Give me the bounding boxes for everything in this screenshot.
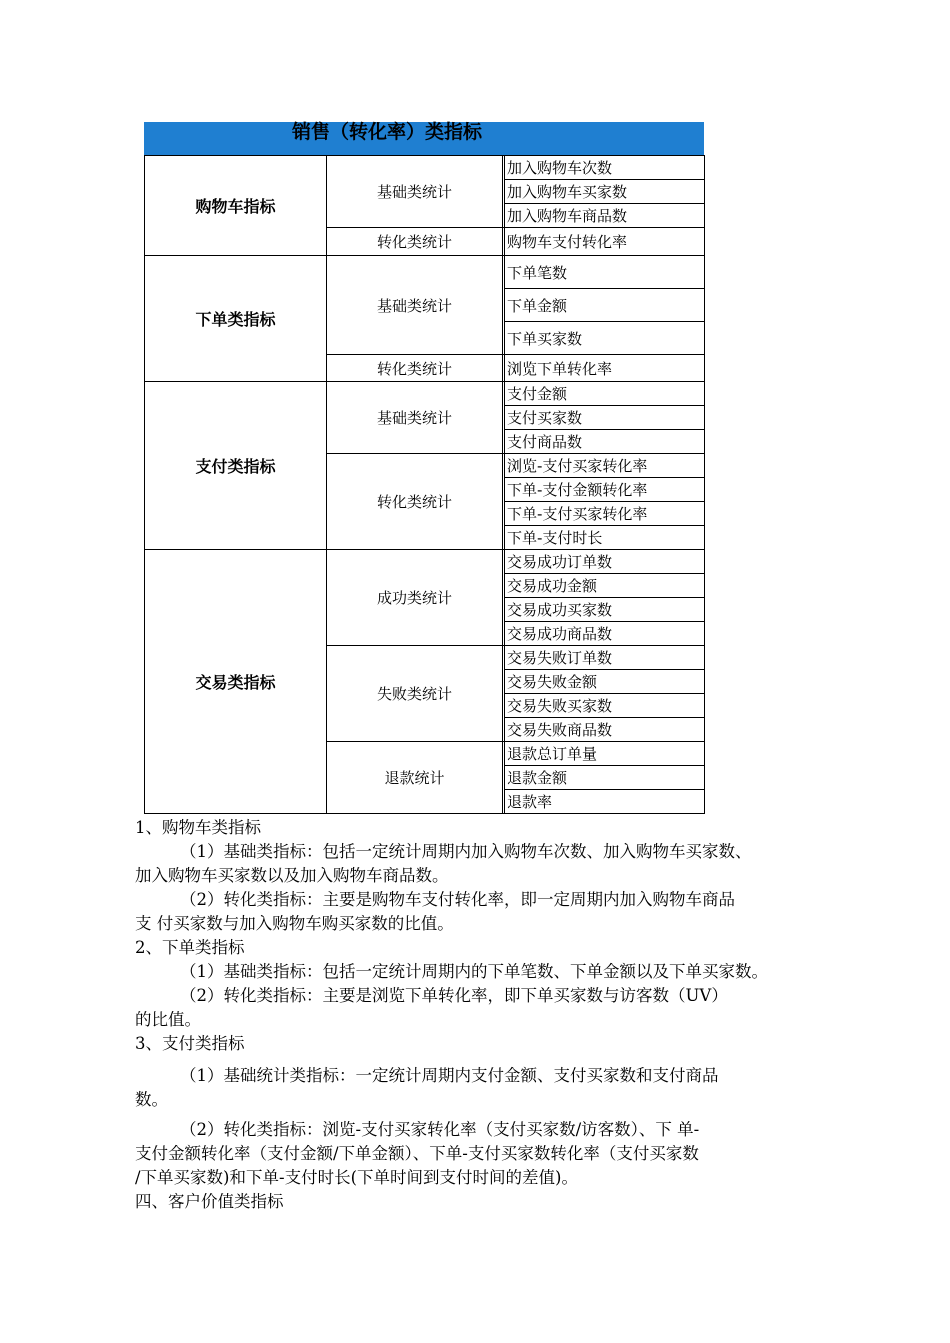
subcategory-cell: 失败类统计 <box>327 646 503 742</box>
metric-cell: 浏览下单转化率 <box>505 355 705 382</box>
text-line: 数。 <box>135 1090 168 1109</box>
subcategory-cell: 基础类统计 <box>327 156 503 228</box>
metrics-table <box>144 122 704 814</box>
text-line: 加入购物车买家数以及加入购物车商品数。 <box>135 866 449 885</box>
text-line: （2）转化类指标：浏览-支付买家转化率（支付买家数/访客数）、下 单- <box>180 1120 700 1139</box>
category-cell: 购物车指标 <box>145 156 327 256</box>
table-row <box>145 550 705 574</box>
text-line: 的比值。 <box>135 1010 201 1029</box>
subcategory-cell: 退款统计 <box>327 742 503 814</box>
subcategory-cell: 成功类统计 <box>327 550 503 646</box>
metric-cell: 交易失败金额 <box>505 670 705 694</box>
category-cell: 支付类指标 <box>145 382 327 550</box>
metric-cell: 交易失败商品数 <box>505 718 705 742</box>
text-line: 1、购物车类指标 <box>135 818 261 837</box>
text-line: 支 付买家数与加入购物车购买家数的比值。 <box>135 914 454 933</box>
metric-cell: 下单金额 <box>505 289 705 322</box>
category-cell: 下单类指标 <box>145 256 327 382</box>
subcategory-cell: 基础类统计 <box>327 382 503 454</box>
text-line: /下单买家数)和下单-支付时长(下单时间到支付时间的差值)。 <box>135 1168 578 1187</box>
subcategory-cell: 转化类统计 <box>327 454 503 550</box>
text-line: （1）基础类指标：包括一定统计周期内的下单笔数、下单金额以及下单买家数。 <box>180 962 768 981</box>
metric-cell: 下单-支付买家转化率 <box>505 502 705 526</box>
subcategory-cell: 转化类统计 <box>327 228 503 256</box>
table-row <box>145 256 705 289</box>
table-row <box>145 382 705 406</box>
metric-cell: 交易成功买家数 <box>505 598 705 622</box>
metric-cell: 交易失败订单数 <box>505 646 705 670</box>
metric-cell: 交易成功订单数 <box>505 550 705 574</box>
metric-cell: 购物车支付转化率 <box>505 228 705 256</box>
category-cell: 交易类指标 <box>145 550 327 814</box>
metric-cell: 下单笔数 <box>505 256 705 289</box>
metric-cell: 下单买家数 <box>505 322 705 355</box>
table-row <box>145 156 705 180</box>
metric-cell: 支付买家数 <box>505 406 705 430</box>
text-line: 3、支付类指标 <box>135 1034 245 1053</box>
metric-cell: 加入购物车次数 <box>505 156 705 180</box>
metric-cell: 下单-支付时长 <box>505 526 705 550</box>
metric-cell: 下单-支付金额转化率 <box>505 478 705 502</box>
metric-cell: 支付金额 <box>505 382 705 406</box>
text-line: （2）转化类指标：主要是浏览下单转化率，即下单买家数与访客数（UV） <box>180 986 728 1005</box>
subcategory-cell: 转化类统计 <box>327 355 503 382</box>
metric-cell: 加入购物车商品数 <box>505 204 705 228</box>
metric-cell: 加入购物车买家数 <box>505 180 705 204</box>
metric-cell: 浏览-支付买家转化率 <box>505 454 705 478</box>
text-line: 四、客户价值类指标 <box>135 1192 284 1211</box>
subcategory-cell: 基础类统计 <box>327 256 503 355</box>
metric-cell: 退款率 <box>505 790 705 814</box>
metric-cell: 支付商品数 <box>505 430 705 454</box>
text-line: （1）基础类指标：包括一定统计周期内加入购物车次数、加入购物车买家数、 <box>180 842 752 861</box>
metric-cell: 退款金额 <box>505 766 705 790</box>
text-line: （1）基础统计类指标：一定统计周期内支付金额、支付买家数和支付商品 <box>180 1066 719 1085</box>
metric-cell: 交易成功商品数 <box>505 622 705 646</box>
metric-cell: 交易失败买家数 <box>505 694 705 718</box>
metrics-grid <box>144 155 705 814</box>
table-title: 销售（转化率）类指标 <box>144 122 704 155</box>
text-line: 2、下单类指标 <box>135 938 245 957</box>
text-line: 支付金额转化率（支付金额/下单金额）、下单-支付买家数转化率（支付买家数 <box>135 1144 699 1163</box>
metric-cell: 退款总订单量 <box>505 742 705 766</box>
document-body <box>135 816 855 1214</box>
text-line: （2）转化类指标：主要是购物车支付转化率，即一定周期内加入购物车商品 <box>180 890 735 909</box>
metric-cell: 交易成功金额 <box>505 574 705 598</box>
